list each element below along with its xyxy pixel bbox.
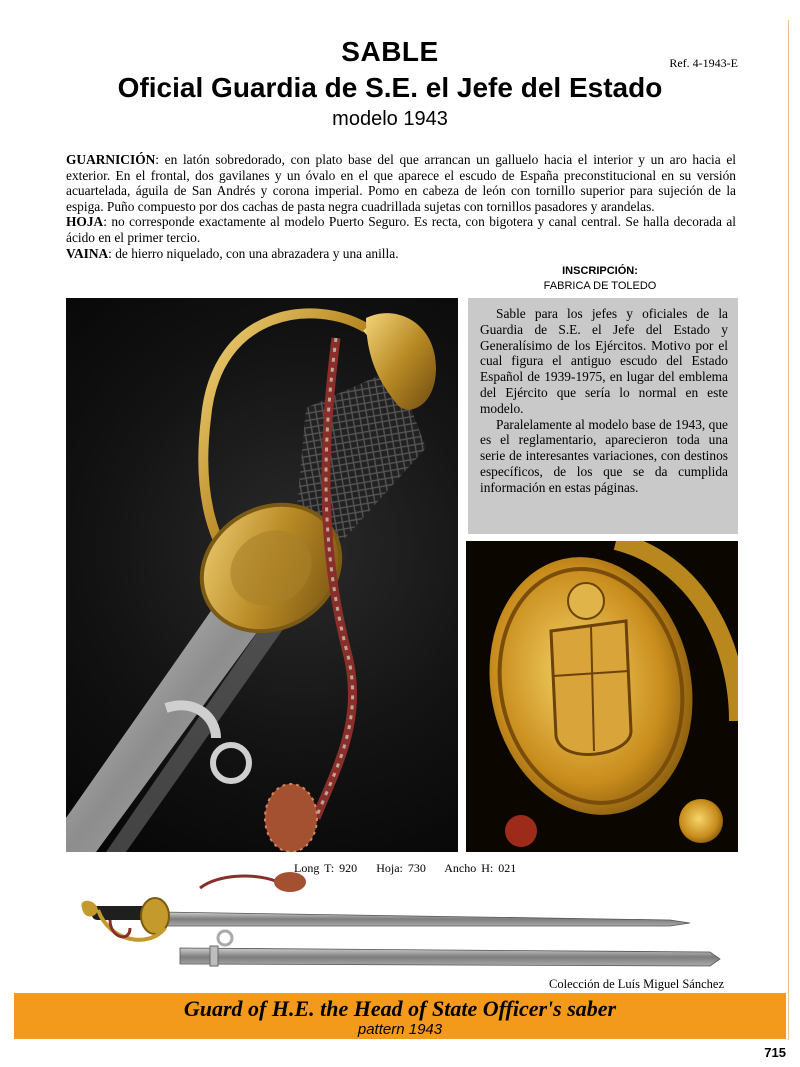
inscription-label: INSCRIPCIÓN: [562, 265, 638, 277]
vaina-label: VAINA [66, 245, 109, 261]
vaina-paragraph [66, 246, 736, 262]
hilt-illustration [66, 298, 458, 852]
shield-detail-photo [466, 541, 738, 852]
collection-credit: Colección de Luís Miguel Sánchez [549, 977, 724, 991]
dim-width: Ancho H: 021 [444, 861, 517, 875]
hoja-text: : no corresponde exactamente al modelo Puerto Seguro. Es recta, con bigotera y canal central. Se halla decorada al ácido en el primer tercio. [66, 214, 736, 245]
vaina-text: : de hierro niquelado, con una abrazadera y una anilla. [108, 245, 399, 261]
saber-and-scabbard-illustration [70, 868, 730, 978]
shield-illustration [466, 541, 738, 852]
inscription [520, 264, 680, 294]
guarnicion-paragraph [66, 152, 736, 214]
english-title: Guard of H.E. the Head of State Officer's saber [183, 996, 617, 1021]
hilt-photo [66, 298, 458, 852]
dim-blade: Hoja: 730 [376, 861, 426, 875]
page-title: SABLE [341, 36, 439, 67]
info-paragraph-2: Paralelamente al modelo base de 1943, que es el reglamentario, aparecieron toda una serie de interesantes variaciones, con destinos específicos, de los que se da cumplida información en estas páginas. [480, 416, 728, 495]
info-paragraph-1: Sable para los jefes y oficiales de la Guardia de S.E. el Jefe del Estado y Generalísimo de los Ejércitos. Motivo por el cual figura el antiguo escudo del Estado Español de 1939-1975, en lugar del emblema del Ejército que sería lo normal en este modelo. [480, 306, 728, 416]
guarnicion-text: : en latón sobredorado, con plato base del que arrancan un galluelo hacia el interior y un aro hacia el exterior. En el frontal, dos gavilanes y un óvalo en el que aparece el escudo de España preconstitucional en su versión acuartelada, águila de San Andrés y corona imperial. Pomo en cabeza de león con tornillo superior para sujeción de la espiga. Puño compuesto por dos cachas de pasta negra cuadrillada sujetas con tornillos pasadores y arandelas. [66, 152, 736, 214]
info-box [468, 298, 738, 534]
full-saber-photo [70, 868, 730, 978]
hoja-label: HOJA [66, 214, 104, 230]
hoja-paragraph [66, 214, 736, 245]
english-banner [14, 993, 786, 1039]
english-model: pattern 1943 [357, 1021, 443, 1038]
dim-length: Long T: 920 [294, 861, 358, 875]
guarnicion-label: GUARNICIÓN [66, 152, 156, 167]
reference-number: Ref. 4-1943-E [669, 56, 738, 70]
page-number: 715 [764, 1045, 786, 1060]
description [66, 152, 736, 261]
page-subtitle: Oficial Guardia de S.E. el Jefe del Estado [117, 72, 663, 103]
inscription-text: FABRICA DE TOLEDO [543, 280, 657, 292]
model-year: modelo 1943 [332, 108, 448, 130]
